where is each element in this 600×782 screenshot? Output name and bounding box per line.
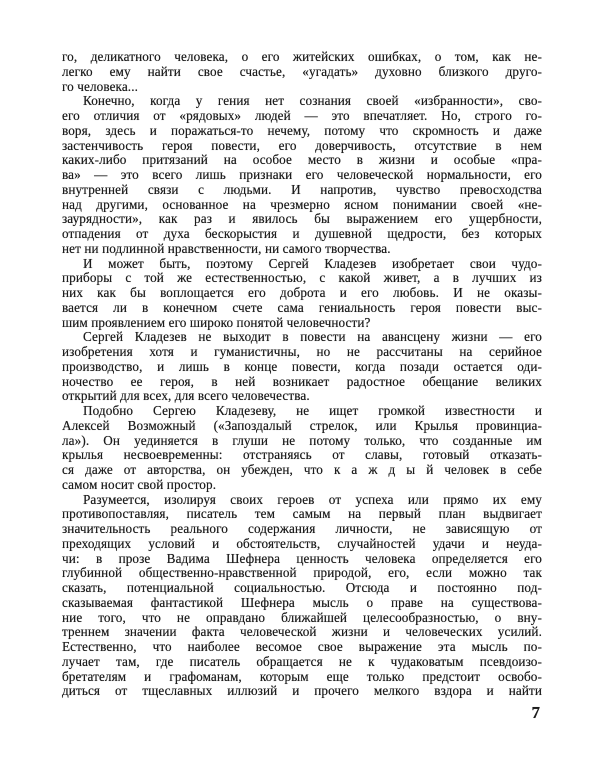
text-line: Конечно, когда у гения нет сознания своей «избранности», сво- — [83, 93, 542, 109]
text-line: сказать, потенциальной социальностью. Отсюда и постоянно под- — [62, 580, 542, 595]
text-line: диться от тщеславных иллюзий и прочего мелкого вздора и найти — [62, 683, 542, 699]
text-line: Разумеется, изолируя своих героев от успеха или прямо их ему — [83, 491, 542, 507]
text-line: отпадения от духа бескорыстия и душевной щедрости, без которых — [62, 226, 542, 241]
text-line: противопоставляя, писатель тем самым на первый план выдвигает — [62, 506, 542, 522]
text-line: преходящих условий и обстоятельств, случайностей удачи и неуда- — [62, 535, 542, 551]
text-line: И может быть, поэтому Сергей Кладезев изобретает свои чудо- — [83, 255, 542, 271]
text-line: заурядности», как раз и явилось бы выражением его ущербности, — [62, 211, 542, 227]
text-line: Алексей Возможный («Запоздалый стрелок, или Крылья провинциа- — [62, 417, 542, 433]
text-line: воря, здесь и поражаться-то нечему, потому что скромность и даже — [62, 122, 542, 138]
text-line: внутренней связи с людьми. И напротив, чувство превосходства — [62, 181, 542, 197]
paragraph — [62, 94, 542, 256]
text-line: ся даже от авторства, он убежден, что к а ж д ы й человек в себе — [62, 462, 542, 477]
text-line: го, деликатного человека, о его житейских ошибках, о том, как не- — [62, 49, 542, 64]
paragraph — [62, 330, 542, 404]
text-line: приборы с той же естественностью, с какой живет, а в лучших из — [62, 270, 542, 286]
text-line: треннем значении факта человеческой жизни и человеческих усилий. — [62, 624, 542, 640]
text-line: изобретения хотя и гуманистичны, но не рассчитаны на серийное — [62, 344, 542, 359]
text-line: каких-либо притязаний на особое место в жизни и особые «пра- — [62, 152, 542, 168]
text-line: ла»). Он уединяется в глуши не потому только, что созданные им — [62, 432, 542, 448]
text-line: значительность реального содержания личности, не зависящую от — [62, 521, 542, 536]
page-number: 7 — [531, 703, 540, 722]
paragraph — [62, 257, 542, 331]
text-line: ночество ее героя, в ней возникает радостное обещание великих — [62, 373, 542, 389]
text-line: сказываемая фантастикой Шефнера мысль о праве на существова- — [62, 594, 542, 610]
text-line: ние того, что не оправдано ближайшей целесообразностью, о вну- — [62, 609, 542, 625]
text-line: го человека... — [62, 78, 138, 94]
text-line: над другими, основанное на чрезмерно ясном понимании своей «не- — [62, 196, 542, 212]
text-line: Естественно, что наиболее весомое свое выражение эта мысль по- — [62, 639, 542, 654]
paragraph — [62, 493, 542, 700]
text-line: вается ли в конечном счете сама гениальность героя повести выс- — [62, 299, 542, 315]
text-line: Сергей Кладезев не выходит в повести на авансцену жизни — его — [83, 329, 542, 345]
text-line: глубинной общественно-нравственной природой, его, если можно так — [62, 565, 542, 581]
text-line: его отличия от «рядовых» людей — это впечатляет. Но, строго го- — [62, 108, 542, 123]
text-line: шим проявлением его широко понятой человечности? — [62, 314, 371, 330]
paragraph — [62, 50, 542, 94]
text-block — [62, 50, 542, 699]
text-line: чи: в прозе Вадима Шефнера ценность человека определяется его — [62, 550, 542, 566]
paragraph — [62, 404, 542, 493]
text-line: нет ни подлинной нравственности, ни самого творчества. — [62, 240, 391, 256]
text-line: них как бы воплощается его доброта и его любовь. И не оказы- — [62, 285, 542, 300]
text-line: самом носит свой простор. — [62, 476, 217, 492]
text-line: Подобно Сергею Кладезеву, не ищет громкой известности и — [83, 403, 542, 418]
text-line: ва» — это всего лишь признаки его человеческой нормальности, его — [62, 167, 542, 182]
text-line: крылья несвоевременны: отстраняясь от славы, готовый отказать- — [62, 447, 542, 463]
text-line: бретателям и графоманам, которым еще только предстоит освобо- — [62, 668, 542, 684]
text-line: легко ему найти свое счастье, «угадать» духовно близкого друго- — [62, 63, 542, 79]
text-line: лучает там, где писатель обращается не к чудаковатым псевдоизо- — [62, 653, 542, 669]
text-line: производство, и лишь в конце повести, когда позади остается оди- — [62, 358, 542, 374]
text-line: открытий для всех, для всего человечества. — [62, 388, 310, 404]
text-line: застенчивость героя повести, его доверчивость, отсутствие в нем — [62, 137, 542, 153]
